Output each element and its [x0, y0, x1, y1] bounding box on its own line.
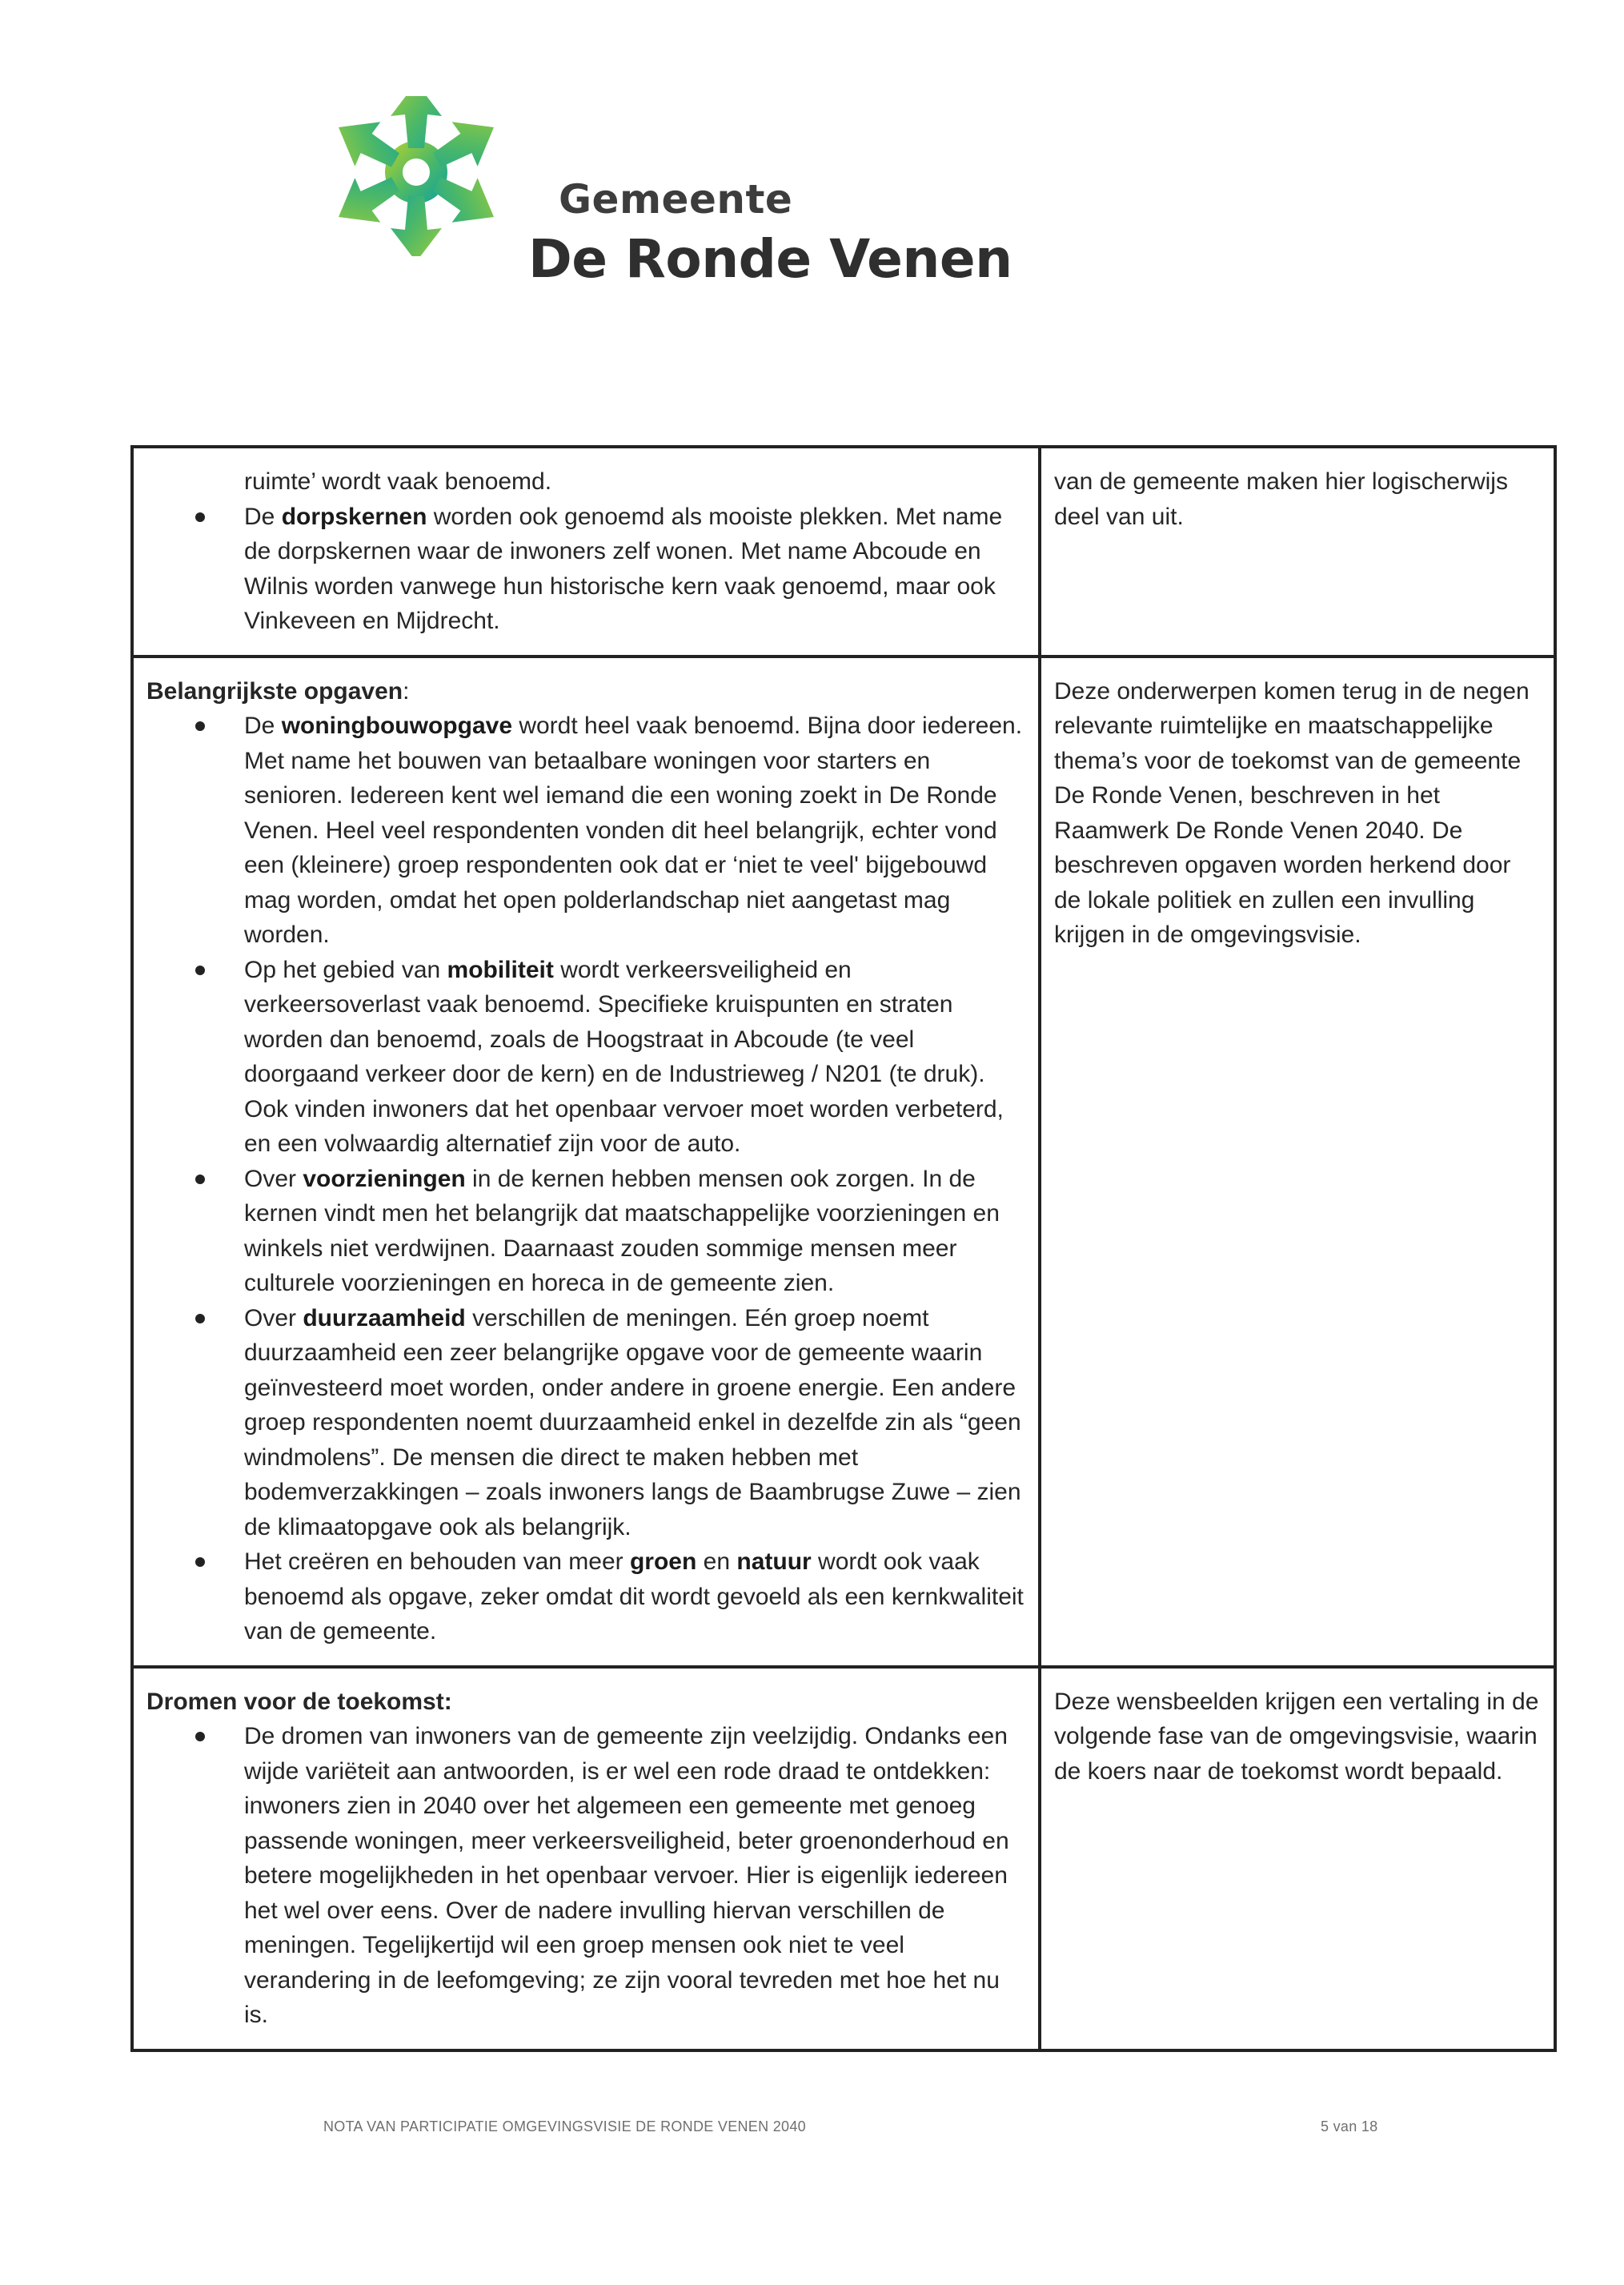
logo-line-municipality: De Ronde Venen [528, 228, 1012, 290]
cell-findings [132, 1667, 1040, 2050]
gemeente-logo-icon [304, 96, 536, 256]
logo [304, 96, 1012, 296]
table-row [132, 657, 1555, 1667]
bullet-list [146, 1719, 1024, 2033]
cell-response: Deze onderwerpen komen terug in de negen relevante ruimtelijke en maatschappelijke thema’s voor de toekomst van de gemeente De Ronde Venen, beschreven in het Raamwerk De Ronde Venen 2040. De beschreven opgaven worden herkend door de lokale politiek en zullen een invulling krijgen in de omgevingsvisie. [1040, 657, 1555, 1667]
logo-line-gemeente: Gemeente [559, 176, 793, 223]
content-table [130, 445, 1557, 2052]
section-heading: Belangrijkste opgaven: [146, 677, 410, 705]
list-item: De dorpskernen worden ook genoemd als mooiste plekken. Met name de dorpskernen waar de inwoners zelf wonen. Met name Abcoude en Wilnis worden vanwege hun historische kern vaak genoemd, maar ook Vinkeveen en Mijdrecht. [244, 500, 1024, 639]
list-item: Over duurzaamheid verschillen de meningen. Eén groep noemt duurzaamheid een zeer belangrijke opgave voor de gemeente waarin geïnvesteerd moet worden, onder andere in groene energie. Een andere groep respondenten noemt duurzaamheid enkel in dezelfde zin als “geen windmolens”. De mensen die direct te maken hebben met bodemverzakkingen – zoals inwoners langs de Baambrugse Zuwe – zien de klimaatopgave ook als belangrijk. [244, 1301, 1024, 1545]
cell-findings [132, 657, 1040, 1667]
footer-title: NOTA VAN PARTICIPATIE OMGEVINGSVISIE DE RONDE VENEN 2040 [323, 2118, 806, 2134]
bullet-list [146, 464, 1024, 639]
list-item: ruimte’ wordt vaak benoemd. [244, 468, 552, 495]
list-item: Op het gebied van mobiliteit wordt verkeersveiligheid en verkeersoverlast vaak benoemd. Specifieke kruispunten en straten worden dan benoemd, zoals de Hoogstraat in Abcoude (te veel doorgaand verkeer door de kern) en de Industrieweg / N201 (te druk). Ook vinden inwoners dat het openbaar vervoer moet worden verbeterd, en een volwaardig alternatief zijn voor de auto. [244, 953, 1024, 1162]
cell-response: Deze wensbeelden krijgen een vertaling in de volgende fase van de omgevingsvisie, waarin de koers naar de toekomst wordt bepaald. [1040, 1667, 1555, 2050]
list-item: De dromen van inwoners van de gemeente zijn veelzijdig. Ondanks een wijde variëteit aan antwoorden, is er wel een rode draad te ontdekken: inwoners zien in 2040 over het algemeen een gemeente met genoeg passende woningen, meer verkeersveiligheid, beter groenonderhoud en betere mogelijkheden in het openbaar vervoer. Hier is eigenlijk iedereen het wel over eens. Over de nadere invulling hiervan verschillen de meningen. Tegelijkertijd wil een groep mensen ook niet te veel verandering in de leefomgeving; ze zijn vooral tevreden met hoe het nu is. [244, 1719, 1024, 2033]
bullet-list [146, 709, 1024, 1649]
page-number: 5 van 18 [1321, 2118, 1378, 2134]
table-row [132, 447, 1555, 657]
list-item: Over voorzieningen in de kernen hebben mensen ook zorgen. In de kernen vindt men het belangrijk dat maatschappelijke voorzieningen en winkels niet verdwijnen. Daarnaast zouden sommige mensen meer culturele voorzieningen en horeca in de gemeente zien. [244, 1162, 1024, 1301]
table-row [132, 1667, 1555, 2050]
list-item: Het creëren en behouden van meer groen en natuur wordt ook vaak benoemd als opgave, zeker omdat dit wordt gevoeld als een kernkwaliteit van de gemeente. [244, 1544, 1024, 1649]
section-heading: Dromen voor de toekomst: [146, 1688, 452, 1715]
cell-response: van de gemeente maken hier logischerwijs deel van uit. [1040, 447, 1555, 657]
list-item: De woningbouwopgave wordt heel vaak benoemd. Bijna door iedereen. Met name het bouwen van betaalbare woningen voor starters en senioren. Iedereen kent wel iemand die een woning zoekt in De Ronde Venen. Heel veel respondenten vonden dit heel belangrijk, echter vond een (kleinere) groep respondenten ook dat er ‘niet te veel' bijgebouwd mag worden, omdat het open polderlandschap niet aangetast mag worden. [244, 709, 1024, 953]
cell-findings [132, 447, 1040, 657]
